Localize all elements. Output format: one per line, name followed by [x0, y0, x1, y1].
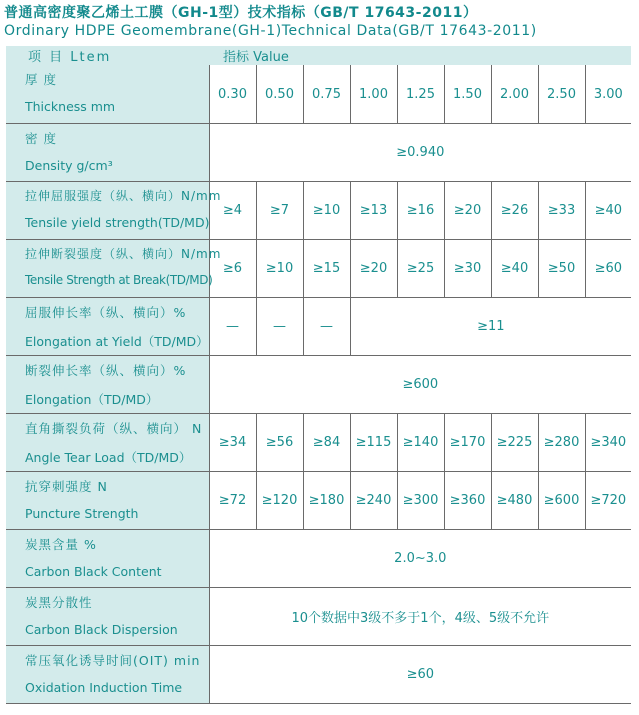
row-carbon-content	[6, 530, 631, 588]
cell: 0.75	[303, 65, 350, 124]
header-item: 项 目 Ltem	[6, 46, 209, 65]
label-elongation-break	[6, 356, 209, 414]
cell: 2.00	[491, 65, 538, 124]
label-elongation-yield	[6, 298, 209, 356]
cell: ≥7	[256, 182, 303, 240]
cell: ≥225	[491, 414, 538, 472]
label-en: Tensile yield strength(TD/MD)	[25, 215, 210, 230]
cell: ≥20	[350, 240, 397, 298]
cell: 0.30	[209, 65, 256, 124]
label-en: Carbon Black Dispersion	[25, 622, 178, 637]
label-en: Oxidation Induction Time	[25, 680, 183, 695]
row-thickness	[6, 65, 631, 124]
label-en: Tensile Strength at Break(TD/MD)	[25, 273, 213, 287]
cell-oit: ≥60	[209, 646, 631, 704]
label-en: Thickness mm	[25, 99, 116, 114]
label-tensile-yield	[6, 182, 222, 240]
label-en: Elongation（TD/MD）	[25, 392, 159, 407]
cell: —	[303, 298, 350, 356]
cell: —	[256, 298, 303, 356]
row-elongation-break	[6, 356, 631, 414]
cell: ≥120	[256, 472, 303, 530]
cell: ≥115	[350, 414, 397, 472]
cell: 3.00	[585, 65, 631, 124]
cell-carbon-dispersion: 10个数据中3级不多于1个，4级、5级不允许	[209, 588, 631, 646]
cell: ≥33	[538, 182, 585, 240]
row-density	[6, 124, 631, 182]
label-cn: 屈服伸长率（纵、横向）%	[25, 305, 187, 320]
label-cn: 拉伸断裂强度（纵、横向）N/mm	[25, 247, 222, 261]
label-density	[6, 124, 209, 182]
cell: 2.50	[538, 65, 585, 124]
row-tear	[6, 414, 631, 472]
cell: ≥72	[209, 472, 256, 530]
cell: ≥170	[444, 414, 491, 472]
label-cn: 密 度	[25, 131, 57, 146]
cell: ≥15	[303, 240, 350, 298]
cell: ≥480	[491, 472, 538, 530]
label-carbon-content	[6, 530, 209, 588]
cell: ≥10	[303, 182, 350, 240]
cell: ≥180	[303, 472, 350, 530]
row-tensile-break	[6, 240, 631, 298]
label-cn: 断裂伸长率（纵、横向）%	[25, 363, 187, 378]
label-puncture	[6, 472, 209, 530]
cell-density: ≥0.940	[209, 124, 631, 182]
cell: ≥84	[303, 414, 350, 472]
cell: ≥13	[350, 182, 397, 240]
label-en: Angle Tear Load（TD/MD）	[25, 450, 192, 465]
cell: ≥50	[538, 240, 585, 298]
spec-table	[6, 46, 631, 704]
cell: ≥60	[585, 240, 631, 298]
row-tensile-yield	[6, 182, 631, 240]
cell: ≥360	[444, 472, 491, 530]
header-value: 指标 Value	[209, 46, 631, 65]
label-cn: 抗穿刺强度 N	[25, 479, 108, 494]
row-elongation-yield	[6, 298, 631, 356]
label-oit	[6, 646, 209, 704]
cell: 0.50	[256, 65, 303, 124]
label-en: Elongation at Yield（TD/MD）	[25, 334, 209, 349]
cell: ≥20	[444, 182, 491, 240]
cell: —	[209, 298, 256, 356]
cell: ≥140	[397, 414, 444, 472]
cell: ≥720	[585, 472, 631, 530]
cell-carbon-content: 2.0~3.0	[209, 530, 631, 588]
label-cn: 炭黑分散性	[25, 595, 93, 610]
cell: ≥34	[209, 414, 256, 472]
page-title-en: Ordinary HDPE Geomembrane(GH-1)Technical Data(GB/T 17643-2011)	[4, 23, 537, 39]
cell: ≥6	[209, 240, 256, 298]
cell: ≥40	[585, 182, 631, 240]
cell: ≥26	[491, 182, 538, 240]
label-en: Puncture Strength	[25, 506, 139, 521]
cell: ≥240	[350, 472, 397, 530]
label-cn: 炭黑含量 %	[25, 537, 97, 552]
label-en: Carbon Black Content	[25, 564, 162, 579]
cell: 1.00	[350, 65, 397, 124]
label-en: Density g/cm³	[25, 158, 113, 173]
row-oit	[6, 646, 631, 704]
cell: ≥340	[585, 414, 631, 472]
cell: ≥30	[444, 240, 491, 298]
cell: ≥600	[538, 472, 585, 530]
label-cn: 直角撕裂负荷（纵、横向） N	[25, 421, 203, 436]
cell-elongation-break: ≥600	[209, 356, 631, 414]
cell: ≥300	[397, 472, 444, 530]
cell: 1.25	[397, 65, 444, 124]
label-cn: 厚 度	[25, 72, 57, 87]
row-puncture	[6, 472, 631, 530]
cell-elongation-yield-rest: ≥11	[350, 298, 631, 356]
label-thickness	[6, 65, 209, 124]
cell: ≥280	[538, 414, 585, 472]
cell: ≥16	[397, 182, 444, 240]
page-title-cn: 普通高密度聚乙烯土工膜（GH-1型）技术指标（GB/T 17643-2011）	[4, 5, 478, 21]
cell: ≥56	[256, 414, 303, 472]
label-tensile-break	[6, 240, 222, 298]
label-tear	[6, 414, 209, 472]
cell: ≥25	[397, 240, 444, 298]
label-cn: 常压氧化诱导时间(OIT) min	[25, 653, 201, 668]
row-carbon-dispersion	[6, 588, 631, 646]
cell: ≥10	[256, 240, 303, 298]
cell: ≥40	[491, 240, 538, 298]
label-carbon-dispersion	[6, 588, 209, 646]
label-cn: 拉伸屈服强度（纵、横向）N/mm	[25, 189, 222, 203]
cell: ≥4	[209, 182, 256, 240]
cell: 1.50	[444, 65, 491, 124]
header-row	[6, 46, 631, 65]
